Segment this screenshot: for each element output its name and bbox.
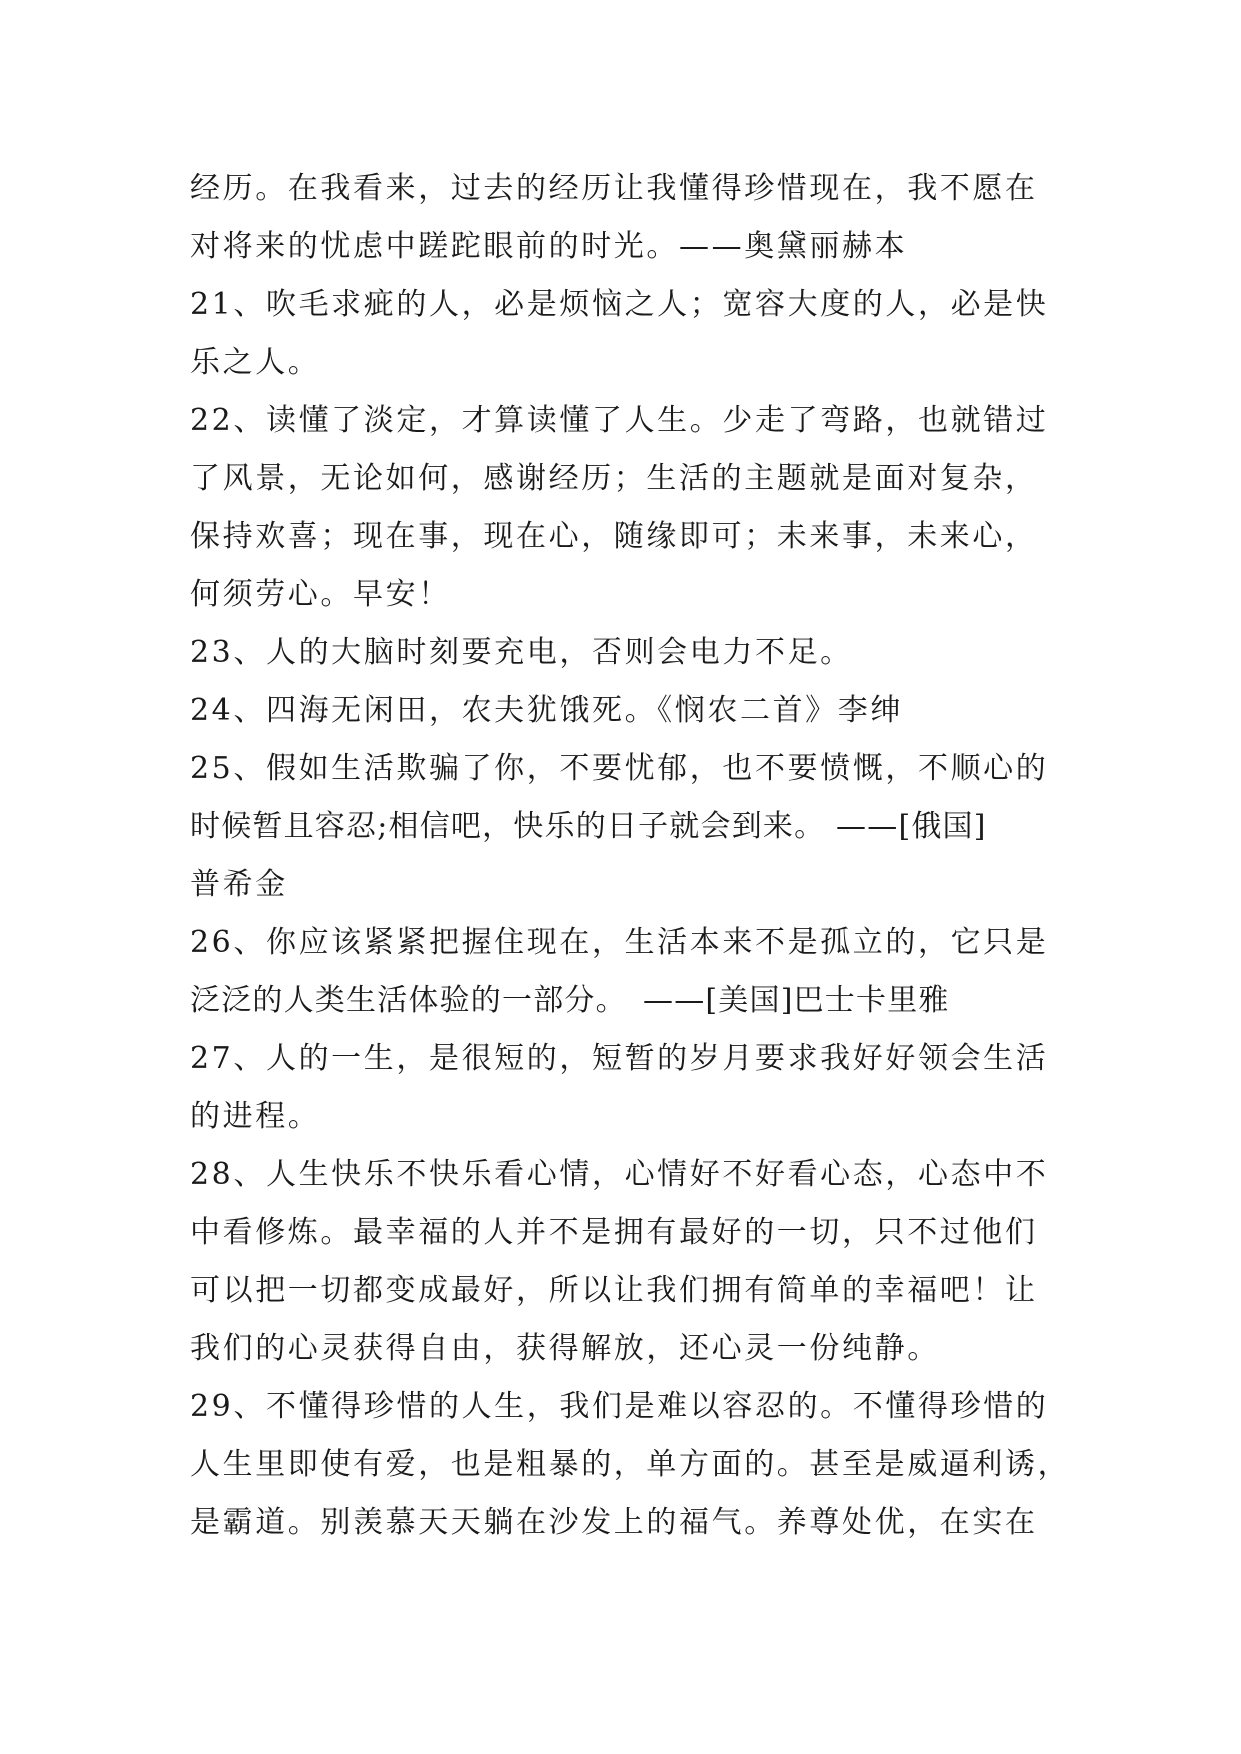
text-line: 21、吹毛求疵的人，必是烦恼之人；宽容大度的人，必是快 xyxy=(190,287,1049,322)
text-line: 可以把一切都变成最好，所以让我们拥有简单的幸福吧！让 xyxy=(190,1273,1038,1308)
text-line: 22、读懂了淡定，才算读懂了人生。少走了弯路，也就错过 xyxy=(190,403,1049,438)
text-line: 乐之人。 xyxy=(190,345,321,380)
text-line: 24、四海无闲田，农夫犹饿死。《悯农二首》李绅 xyxy=(190,693,903,728)
text-line: 29、不懂得珍惜的人生，我们是难以容忍的。不懂得珍惜的 xyxy=(190,1389,1049,1424)
text-line: 普希金 xyxy=(190,867,288,902)
text-line: 的进程。 xyxy=(190,1099,321,1134)
text-line: 我们的心灵获得自由，获得解放，还心灵一份纯静。 xyxy=(190,1331,940,1366)
text-line: 23、人的大脑时刻要充电，否则会电力不足。 xyxy=(190,635,853,670)
text-line: 对将来的忧虑中蹉跎眼前的时光。——奥黛丽赫本 xyxy=(190,229,908,264)
text-line: 是霸道。别羡慕天天躺在沙发上的福气。养尊处优，在实在 xyxy=(190,1505,1038,1540)
text-line: 人生里即使有爱，也是粗暴的，单方面的。甚至是威逼利诱， xyxy=(190,1447,1071,1482)
text-line: 28、人生快乐不快乐看心情，心情好不好看心态，心态中不 xyxy=(190,1157,1049,1192)
text-line: 中看修炼。最幸福的人并不是拥有最好的一切，只不过他们 xyxy=(190,1215,1038,1250)
text-line: 25、假如生活欺骗了你，不要忧郁，也不要愤慨，不顺心的 xyxy=(190,751,1049,786)
text-line: 27、人的一生，是很短的，短暂的岁月要求我好好领会生活 xyxy=(190,1041,1049,1076)
text-line: 了风景，无论如何，感谢经历；生活的主题就是面对复杂， xyxy=(190,461,1038,496)
text-line: 时候暂且容忍;相信吧，快乐的日子就会到来。 ——[俄国] xyxy=(190,809,987,844)
text-line: 保持欢喜；现在事，现在心，随缘即可；未来事，未来心， xyxy=(190,519,1038,554)
text-line: 泛泛的人类生活体验的一部分。 ——[美国]巴士卡里雅 xyxy=(190,983,950,1018)
document-body xyxy=(190,160,1070,1552)
text-line: 经历。在我看来，过去的经历让我懂得珍惜现在，我不愿在 xyxy=(190,171,1038,206)
text-line: 何须劳心。早安！ xyxy=(190,577,451,612)
text-line: 26、你应该紧紧把握住现在，生活本来不是孤立的，它只是 xyxy=(190,925,1049,960)
